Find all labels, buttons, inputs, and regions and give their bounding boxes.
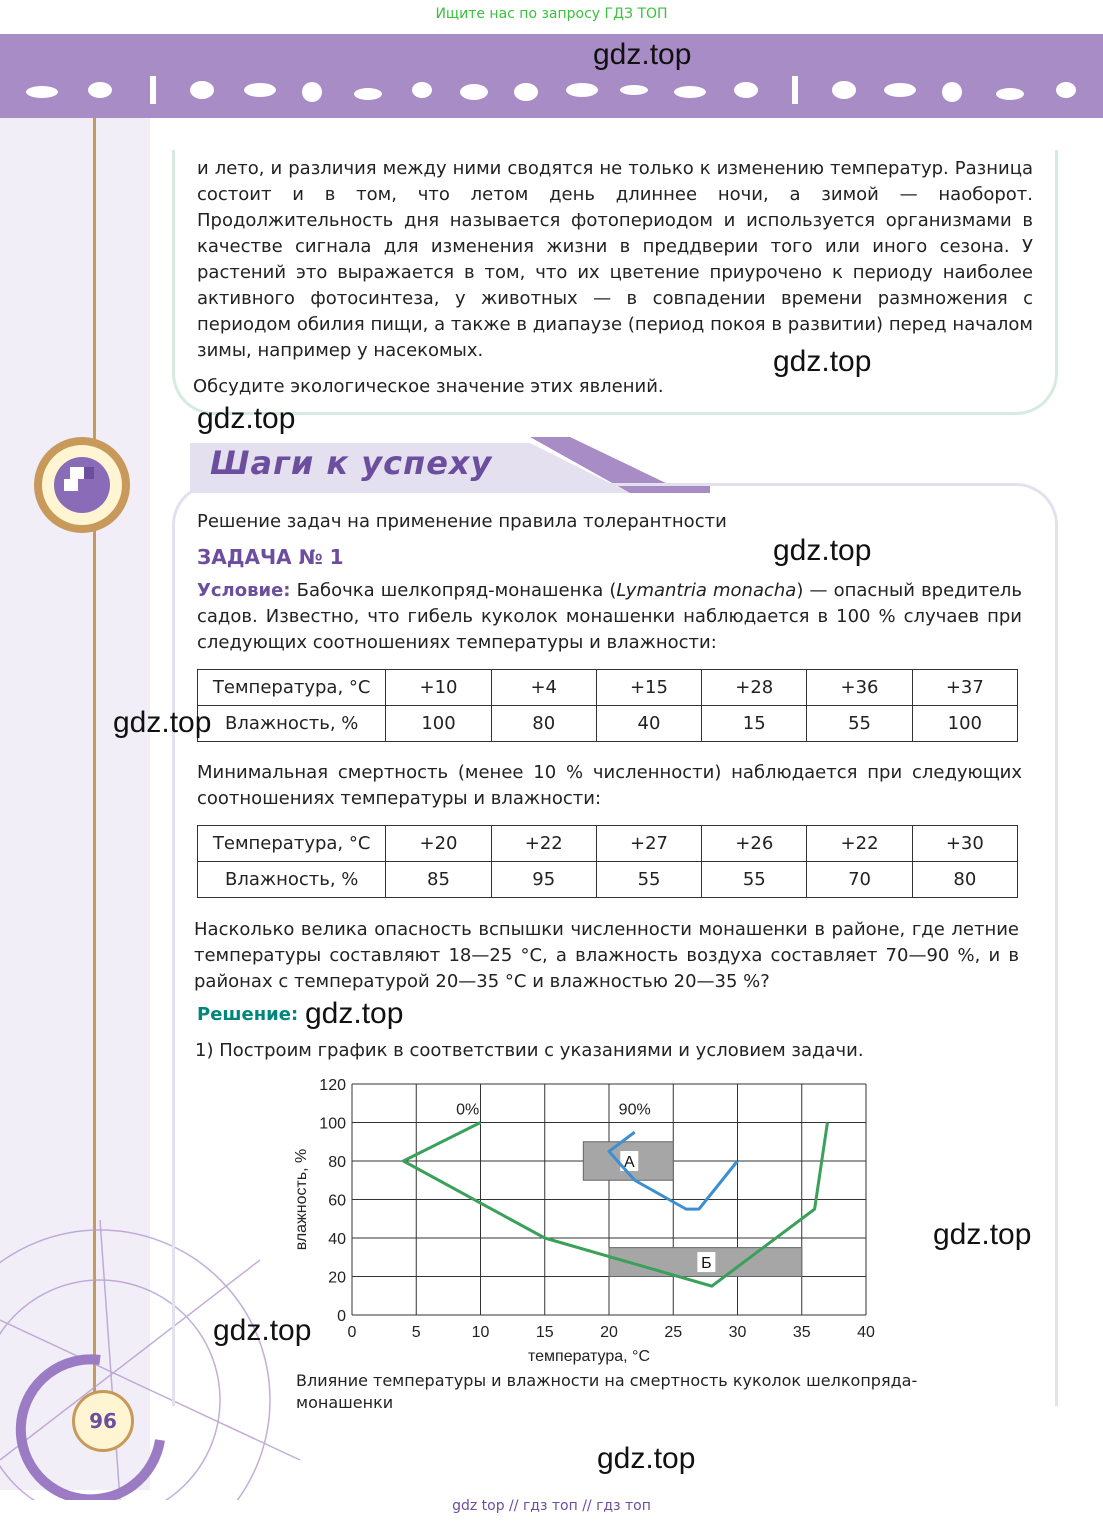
condition-text-start: Бабочка шелкопряд-монашенка (: [296, 580, 617, 601]
table-row: [198, 670, 1018, 706]
table-cell: +22: [491, 826, 596, 862]
table-header-cell: Влажность, %: [198, 862, 386, 898]
table-cell: +30: [912, 826, 1017, 862]
steps-icon: [34, 437, 130, 533]
y-tick-label: 40: [328, 1231, 346, 1248]
table-header-cell: Влажность, %: [198, 706, 386, 742]
watermark: gdz.top: [213, 1314, 312, 1347]
x-tick-label: 0: [347, 1324, 357, 1341]
series-label: 0%: [456, 1101, 480, 1119]
table-cell: 100: [912, 706, 1017, 742]
table-row: [198, 826, 1018, 862]
region-label: Б: [701, 1255, 712, 1273]
x-axis-label: температура, °С: [527, 1348, 651, 1365]
table-header-cell: Температура, °С: [198, 670, 386, 706]
watermark: gdz.top: [773, 345, 872, 378]
table-cell: 70: [807, 862, 912, 898]
x-tick-label: 20: [600, 1324, 618, 1341]
table-cell: 80: [912, 862, 1017, 898]
x-tick-label: 30: [728, 1324, 747, 1341]
y-tick-label: 60: [328, 1192, 346, 1210]
watermark: gdz.top: [933, 1218, 1032, 1251]
table-cell: 100: [386, 706, 491, 742]
min-mortality-paragraph: Минимальная смертность (менее 10 % численности) наблюдается при следующих соотношениях температуры и влажности:: [197, 762, 1022, 809]
page-number: 96: [72, 1390, 134, 1452]
y-axis-label: влажность, %: [293, 1148, 310, 1251]
table-cell: +4: [491, 670, 596, 706]
question-paragraph: Насколько велика опасность вспышки численности монашенки в районе, где летние температуры составляют 18—25 °С, а влажность воздуха составляет 70—90 %, и в районах с температурой 20—35 °С и влажностью 20—35 %?: [194, 919, 1019, 992]
intro-paragraph: и лето, и различия между ними сводятся не только к изменению температур. Разница состоит и в том, что летом день длиннее ночи, а зимой — наоборот. Продолжительность дня называется фотопериодом и используется организмами в качестве сигнала для изменения жизни в преддверии того или иного сезона. У растений это выражается в том, что их цветение приурочено к периоду наиболее активного фотосинтеза, у животных — в совпадении времени размножения с периодом обилия пищи, а также в диапаузе (период покоя в развитии) перед началом зимы, например у насекомых.: [197, 158, 1033, 361]
table-cell: +15: [596, 670, 701, 706]
watermark: gdz.top: [593, 38, 692, 71]
table-cell: 40: [596, 706, 701, 742]
table-cell: 55: [807, 706, 912, 742]
condition-label: Условие:: [197, 580, 291, 601]
table-cell: 55: [702, 862, 807, 898]
watermark: gdz.top: [113, 706, 212, 739]
y-tick-label: 0: [337, 1308, 346, 1325]
table-cell: +20: [386, 826, 491, 862]
footer-links: gdz top // гдз топ // гдз топ: [452, 1498, 651, 1514]
table-cell: 80: [491, 706, 596, 742]
y-tick-label: 20: [328, 1269, 346, 1287]
series-label: 90%: [618, 1101, 651, 1119]
tolerance-chart: [280, 1070, 900, 1370]
table-cell: +36: [807, 670, 912, 706]
table-cell: 15: [702, 706, 807, 742]
x-tick-label: 5: [411, 1324, 421, 1341]
table-cell: 55: [596, 862, 701, 898]
section-title: Шаги к успеху: [210, 444, 493, 482]
watermark: gdz.top: [197, 402, 296, 435]
watermark: gdz.top: [773, 534, 872, 567]
animal-silhouettes-icon: [22, 72, 1092, 112]
y-tick-label: 100: [319, 1115, 346, 1133]
species-latin-name: Lymantria monacha: [616, 580, 797, 601]
table-cell: +28: [702, 670, 807, 706]
condition-paragraph: [197, 578, 1022, 656]
mortality-100-table: [197, 669, 1018, 742]
table-cell: +26: [702, 826, 807, 862]
task-title: ЗАДАЧА № 1: [197, 545, 344, 569]
table-cell: 85: [386, 862, 491, 898]
y-tick-label: 120: [319, 1077, 346, 1094]
y-tick-label: 80: [328, 1154, 346, 1171]
x-tick-label: 25: [664, 1324, 683, 1341]
x-tick-label: 15: [535, 1324, 554, 1341]
x-tick-label: 35: [792, 1324, 811, 1341]
x-tick-label: 40: [857, 1324, 875, 1341]
table-header-cell: Температура, °С: [198, 826, 386, 862]
table-cell: 95: [491, 862, 596, 898]
region-label: А: [623, 1154, 635, 1171]
table-row: [198, 862, 1018, 898]
chart-caption: Влияние температуры и влажности на смертность куколок шелкопряда-монашенки: [296, 1371, 918, 1412]
solution-step-1: 1) Построим график в соответствии с указаниями и условием задачи.: [195, 1040, 864, 1061]
watermark: gdz.top: [305, 997, 404, 1030]
watermark: gdz.top: [597, 1442, 696, 1475]
mortality-min-table: [197, 825, 1018, 898]
table-cell: +22: [807, 826, 912, 862]
table-cell: +37: [912, 670, 1017, 706]
table-row: [198, 706, 1018, 742]
top-note: Ищите нас по запросу ГДЗ ТОП: [435, 6, 668, 22]
table-cell: +10: [386, 670, 491, 706]
table-cell: +27: [596, 826, 701, 862]
solution-label: Решение:: [197, 1004, 299, 1025]
x-tick-label: 10: [471, 1324, 490, 1341]
task-subtitle: Решение задач на применение правила толерантности: [197, 511, 727, 532]
condition-text-end: ) — опасный вредитель садов. Известно, что гибель куколок монашенки наблюдается в 100 % случаев при следующих соотношениях температуры и влажности:: [197, 580, 1023, 653]
discuss-text: Обсудите экологическое значение этих явлений.: [193, 376, 664, 397]
